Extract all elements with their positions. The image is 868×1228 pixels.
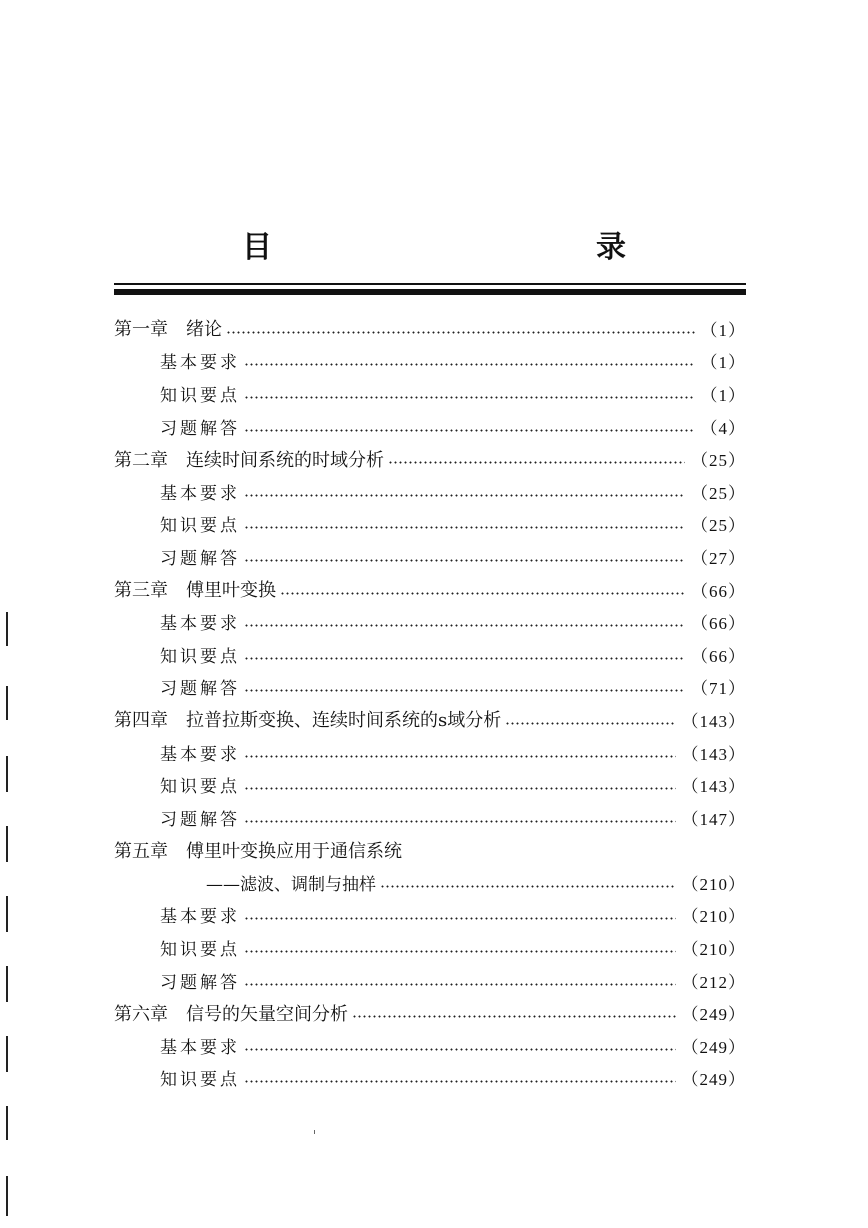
page-number: （249）	[681, 1037, 746, 1057]
toc-entry-label	[160, 381, 240, 406]
toc-entry-label	[206, 870, 376, 895]
toc-entry-label	[160, 935, 240, 960]
dot-leader	[352, 1015, 676, 1018]
toc-entry-label	[160, 511, 240, 536]
toc-entry-section[interactable]	[114, 475, 746, 508]
page-number: （1）	[700, 385, 746, 405]
toc-entry-title: 傅里叶变换应用于通信系统	[186, 840, 402, 862]
page-number: （143）	[681, 744, 746, 764]
toc-entry-section[interactable]	[114, 736, 746, 769]
dot-leader	[244, 689, 685, 692]
dot-leader	[244, 950, 676, 953]
dot-leader	[380, 885, 676, 888]
toc-entry-section[interactable]	[114, 964, 746, 997]
page-number: （4）	[700, 418, 746, 438]
chapter-number: 第六章	[114, 1003, 168, 1025]
toc-entry-chapter[interactable]	[114, 312, 746, 345]
toc-entry-label	[160, 609, 240, 634]
page-title: 目 录	[242, 230, 714, 265]
toc-entry-section[interactable]	[114, 540, 746, 573]
toc-entry-chapter[interactable]	[114, 703, 746, 736]
toc-entry-label	[160, 805, 240, 830]
toc-entry-label	[114, 1000, 348, 1026]
toc-entry-title: 知识要点	[160, 1070, 240, 1091]
page-number: （25）	[691, 451, 746, 471]
toc-entry-title: 习题解答	[160, 972, 240, 993]
page-number: （1）	[700, 320, 746, 340]
toc-entry-title: 拉普拉斯变换、连续时间系统的s域分析	[186, 710, 502, 732]
toc-entry-label	[160, 414, 240, 439]
chapter-number: 第一章	[114, 319, 168, 341]
table-of-contents	[114, 312, 746, 1094]
dot-leader	[244, 559, 685, 562]
toc-entry-section[interactable]	[114, 605, 746, 638]
toc-entry-chapter[interactable]	[114, 573, 746, 606]
dot-leader	[505, 722, 675, 725]
dot-leader	[388, 461, 685, 464]
toc-entry-sub[interactable]	[114, 866, 746, 899]
scan-edge-mark	[6, 896, 8, 932]
toc-entry-label	[160, 479, 240, 504]
dot-leader	[244, 494, 685, 497]
toc-entry-title: 习题解答	[160, 809, 240, 830]
toc-entry-section[interactable]	[114, 508, 746, 541]
dot-leader	[226, 331, 695, 334]
page-number: （210）	[681, 874, 746, 894]
toc-entry-title: 信号的矢量空间分析	[186, 1003, 348, 1025]
scan-speck	[314, 1130, 315, 1134]
page-number: （143）	[681, 711, 746, 731]
page-number: （210）	[681, 907, 746, 927]
scan-edge-mark	[6, 686, 8, 720]
toc-entry-section[interactable]	[114, 931, 746, 964]
toc-entry-section[interactable]	[114, 768, 746, 801]
dot-leader	[244, 526, 685, 529]
toc-entry-title: 基本要求	[160, 1037, 240, 1058]
toc-entry-label	[160, 1033, 240, 1058]
toc-entry-section[interactable]	[114, 345, 746, 378]
toc-entry-section[interactable]	[114, 801, 746, 834]
scan-edge-mark	[6, 612, 8, 646]
toc-entry-title: 绪论	[186, 319, 222, 341]
toc-entry-title: 知识要点	[160, 646, 240, 667]
dot-leader	[244, 787, 676, 790]
toc-entry-label	[160, 674, 240, 699]
dot-leader	[244, 917, 676, 920]
toc-entry-title: 连续时间系统的时域分析	[186, 449, 384, 471]
dot-leader	[244, 983, 676, 986]
toc-entry-title: 知识要点	[160, 777, 240, 798]
toc-entry-title: 基本要求	[160, 907, 240, 928]
toc-entry-section[interactable]	[114, 377, 746, 410]
chapter-number: 第三章	[114, 580, 168, 602]
dot-leader	[244, 820, 676, 823]
toc-entry-section[interactable]	[114, 899, 746, 932]
page-number: （66）	[691, 614, 746, 634]
chapter-number: 第四章	[114, 710, 168, 732]
scan-edge-mark	[6, 1106, 8, 1140]
toc-entry-title: 知识要点	[160, 385, 240, 406]
dot-leader	[244, 396, 695, 399]
toc-entry-title: 知识要点	[160, 516, 240, 537]
scan-edge-mark	[6, 966, 8, 1002]
dot-leader	[244, 1080, 676, 1083]
page-number: （66）	[691, 581, 746, 601]
toc-entry-section[interactable]	[114, 410, 746, 443]
toc-entry-title: 傅里叶变换	[186, 580, 276, 602]
page-number: （27）	[691, 548, 746, 568]
toc-entry-title: 基本要求	[160, 353, 240, 374]
toc-entry-label	[160, 740, 240, 765]
page-number: （147）	[681, 809, 746, 829]
toc-entry-title: 基本要求	[160, 483, 240, 504]
toc-entry-title: ——滤波、调制与抽样	[206, 874, 376, 895]
title-rule-top	[114, 283, 746, 285]
toc-entry-section[interactable]	[114, 1029, 746, 1062]
toc-entry-label	[160, 902, 240, 927]
scan-edge-mark	[6, 1176, 8, 1216]
dot-leader	[244, 363, 695, 366]
toc-entry-title: 基本要求	[160, 744, 240, 765]
page-number: （249）	[681, 1005, 746, 1025]
toc-entry-label	[160, 1065, 240, 1090]
toc-entry-label	[160, 348, 240, 373]
dot-leader	[244, 755, 676, 758]
scan-edge-mark	[6, 1036, 8, 1072]
dot-leader	[244, 624, 685, 627]
toc-entry-label	[160, 544, 240, 569]
page-number: （143）	[681, 777, 746, 797]
toc-entry-label	[114, 837, 402, 863]
toc-entry-title: 习题解答	[160, 418, 240, 439]
toc-entry-chapter[interactable]	[114, 996, 746, 1029]
toc-entry-title: 知识要点	[160, 940, 240, 961]
toc-entry-chapter[interactable]	[114, 834, 746, 867]
toc-entry-label	[114, 446, 384, 472]
page-number: （25）	[691, 483, 746, 503]
page-number: （71）	[691, 679, 746, 699]
scan-edge-mark	[6, 756, 8, 792]
toc-entry-title: 基本要求	[160, 614, 240, 635]
scan-edge-mark	[6, 826, 8, 862]
dot-leader	[280, 592, 685, 595]
page-number: （1）	[700, 353, 746, 373]
chapter-number: 第五章	[114, 840, 168, 862]
dot-leader	[244, 1048, 676, 1051]
chapter-number: 第二章	[114, 449, 168, 471]
toc-entry-title: 习题解答	[160, 548, 240, 569]
toc-entry-label	[114, 706, 501, 732]
dot-leader	[244, 429, 695, 432]
title-rule-bottom	[114, 289, 746, 295]
dot-leader	[244, 657, 685, 660]
toc-entry-section[interactable]	[114, 1062, 746, 1095]
page-number: （25）	[691, 516, 746, 536]
page-number: （212）	[681, 972, 746, 992]
toc-entry-section[interactable]	[114, 638, 746, 671]
toc-entry-label	[160, 642, 240, 667]
toc-entry-label	[114, 315, 222, 341]
page-number: （210）	[681, 940, 746, 960]
page-number: （66）	[691, 646, 746, 666]
toc-entry-section[interactable]	[114, 671, 746, 704]
page-number: （249）	[681, 1070, 746, 1090]
toc-entry-title: 习题解答	[160, 679, 240, 700]
toc-entry-label	[160, 968, 240, 993]
toc-entry-chapter[interactable]	[114, 442, 746, 475]
toc-entry-label	[160, 772, 240, 797]
toc-entry-label	[114, 576, 276, 602]
